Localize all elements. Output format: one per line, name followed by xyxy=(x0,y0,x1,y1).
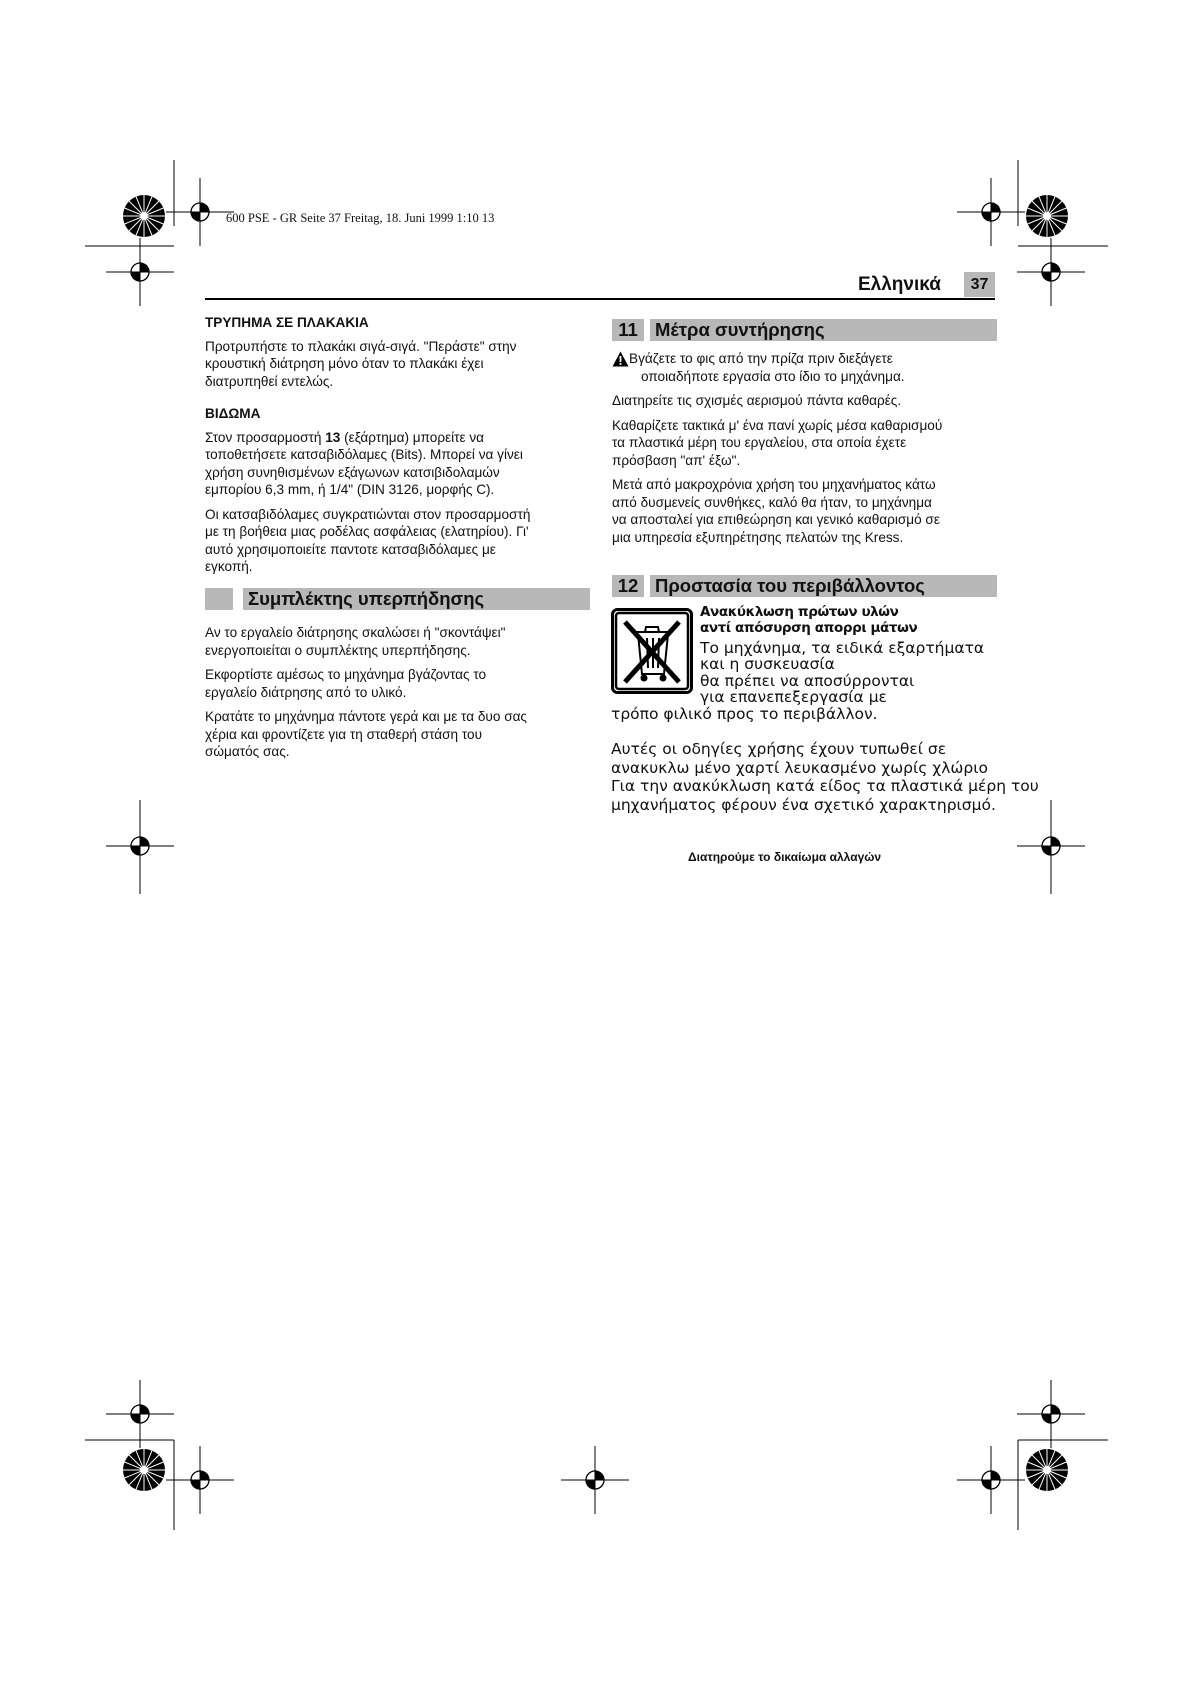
maintenance-section-number: 11 xyxy=(612,319,644,341)
tile-drilling-heading: ΤΡΥΠΗΜΑ ΣΕ ΠΛΑΚΑΚΙΑ xyxy=(205,315,369,330)
maintenance-paragraph-2: Καθαρίζετε τακτικά μ' ένα πανί χωρίς μέσα καθαρισμού τα πλαστικά μέρη του εργαλείου, στα οποία έχετε πρόσβαση "απ' έξω". xyxy=(612,417,943,468)
clutch-section-heading xyxy=(205,588,590,610)
print-header: 600 PSE - GR Seite 37 Freitag, 18. Juni 1999 1:10 13 xyxy=(226,211,495,225)
clutch-paragraph-3: Κρατάτε το μηχάνημα πάντοτε γερά και με τα δυο σας χέρια και φροντίζετε για τη σταθερή στάση του σώματός σας. xyxy=(205,709,527,759)
maintenance-warning: Βγάζετε το φις από την πρίζα πριν διεξάγετε οποιαδήποτε εργασία στο ίδιο το μηχάνημα. xyxy=(612,350,1002,385)
part-number: 13 xyxy=(325,429,341,445)
clutch-section-title: Συμπλέκτης υπερπήδησης xyxy=(243,588,590,610)
environment-section-number: 12 xyxy=(612,575,644,597)
recycling-text: Το μηχάνημα, τα ειδικά εξαρτήματα και η συσκευασία xyxy=(700,639,985,673)
page-number: 37 xyxy=(964,272,995,297)
clutch-section-number-box xyxy=(205,588,233,610)
tile-drilling-paragraph: Προτρυπήστε το πλακάκι σιγά-σιγά. "Περάστε" στην κρουστική διάτρηση μόνο όταν το πλακάκι έχει διατρυπηθεί εντελώς. xyxy=(205,338,517,389)
clutch-paragraph-2: Εκφορτίστε αμέσως το μηχάνημα βγάζοντας το εργαλείο διάτρησης από το υλικό. xyxy=(205,667,487,700)
language-label: Ελληνικά xyxy=(858,274,941,295)
maintenance-paragraph-3: Μετά από μακροχρόνια χρήση του μηχανήματος κάτω από δυσμενείς συνθήκες, καλό θα ήταν, το μηχάνημα να αποσταλεί για επιθεώρηση και γενικό καθαρισμό σε μια υπηρεσία εξυπηρέτησης πελατών της Kress. xyxy=(612,477,940,545)
rights-reserved-note: Διατηρούμε το δικαίωμα αλλαγών xyxy=(688,850,882,864)
warning-triangle-icon xyxy=(612,351,629,367)
header-rule xyxy=(205,298,995,300)
recycling-text-2: θα πρέπει να αποσύρρονται για επανεπεξεργασία με xyxy=(700,672,915,706)
paper-recycling-paragraph: Αυτές οι οδηγίες χρήσης έχουν τυπωθεί σε ανακυκλω μένο χαρτί λευκασμένο χωρίς χλώριο Για την ανακύκλωση κατά είδος τα πλαστικά μέρη του μηχανήματος φέρουν ένα σχετικό χαρακτηρισμό. xyxy=(611,740,1039,814)
clutch-text xyxy=(205,624,590,768)
environment-section-title: Προστασία του περιβάλλοντος xyxy=(650,575,997,597)
clutch-paragraph-1: Αν το εργαλείο διάτρησης σκαλώσει ή "σκοντάψει" ενεργοποιείται ο συμπλέκτης υπερπήδησης. xyxy=(205,625,506,658)
left-column xyxy=(205,314,590,583)
maintenance-section-title: Μέτρα συντήρησης xyxy=(650,319,997,341)
screwing-paragraph-2: Οι κατσαβιδόλαμες συγκρατιώνται στον προσαρμοστή με τη βοήθεια μιας ροδέλας ασφάλειας (ελατηρίου). Γι' αυτό χρησιμοποιείτε παντοτε κατσαβιδόλαμες με εγκοπή. xyxy=(205,506,531,574)
screwing-heading: ΒΙΔΩΜΑ xyxy=(205,406,261,421)
maintenance-section-heading xyxy=(612,319,997,341)
recycling-text-3: τρόπο φιλικό προς το περιβάλλον. xyxy=(611,705,878,723)
crossed-bin-icon xyxy=(611,608,693,694)
environment-section-heading xyxy=(612,575,997,597)
maintenance-paragraph-1: Διατηρείτε τις σχισμές αερισμού πάντα καθαρές. xyxy=(612,393,902,408)
screwing-paragraph-1: Στον προσαρμοστή 13 (εξάρτημα) μπορείτε να τοποθετήσετε κατσαβιδόλαμες (Bits). Μπορεί να γίνει χρήση συνηθισμένων εξάγωνων κατσιβιδολαμών εμπορίου 6,3 mm, ή 1/4" (DIN 3126, μορφής C). xyxy=(205,429,523,497)
recycling-heading: Ανακύκλωση πρώτων υλών αντί απόσυρση απορρι μάτων xyxy=(700,604,918,636)
maintenance-text xyxy=(612,350,1002,553)
